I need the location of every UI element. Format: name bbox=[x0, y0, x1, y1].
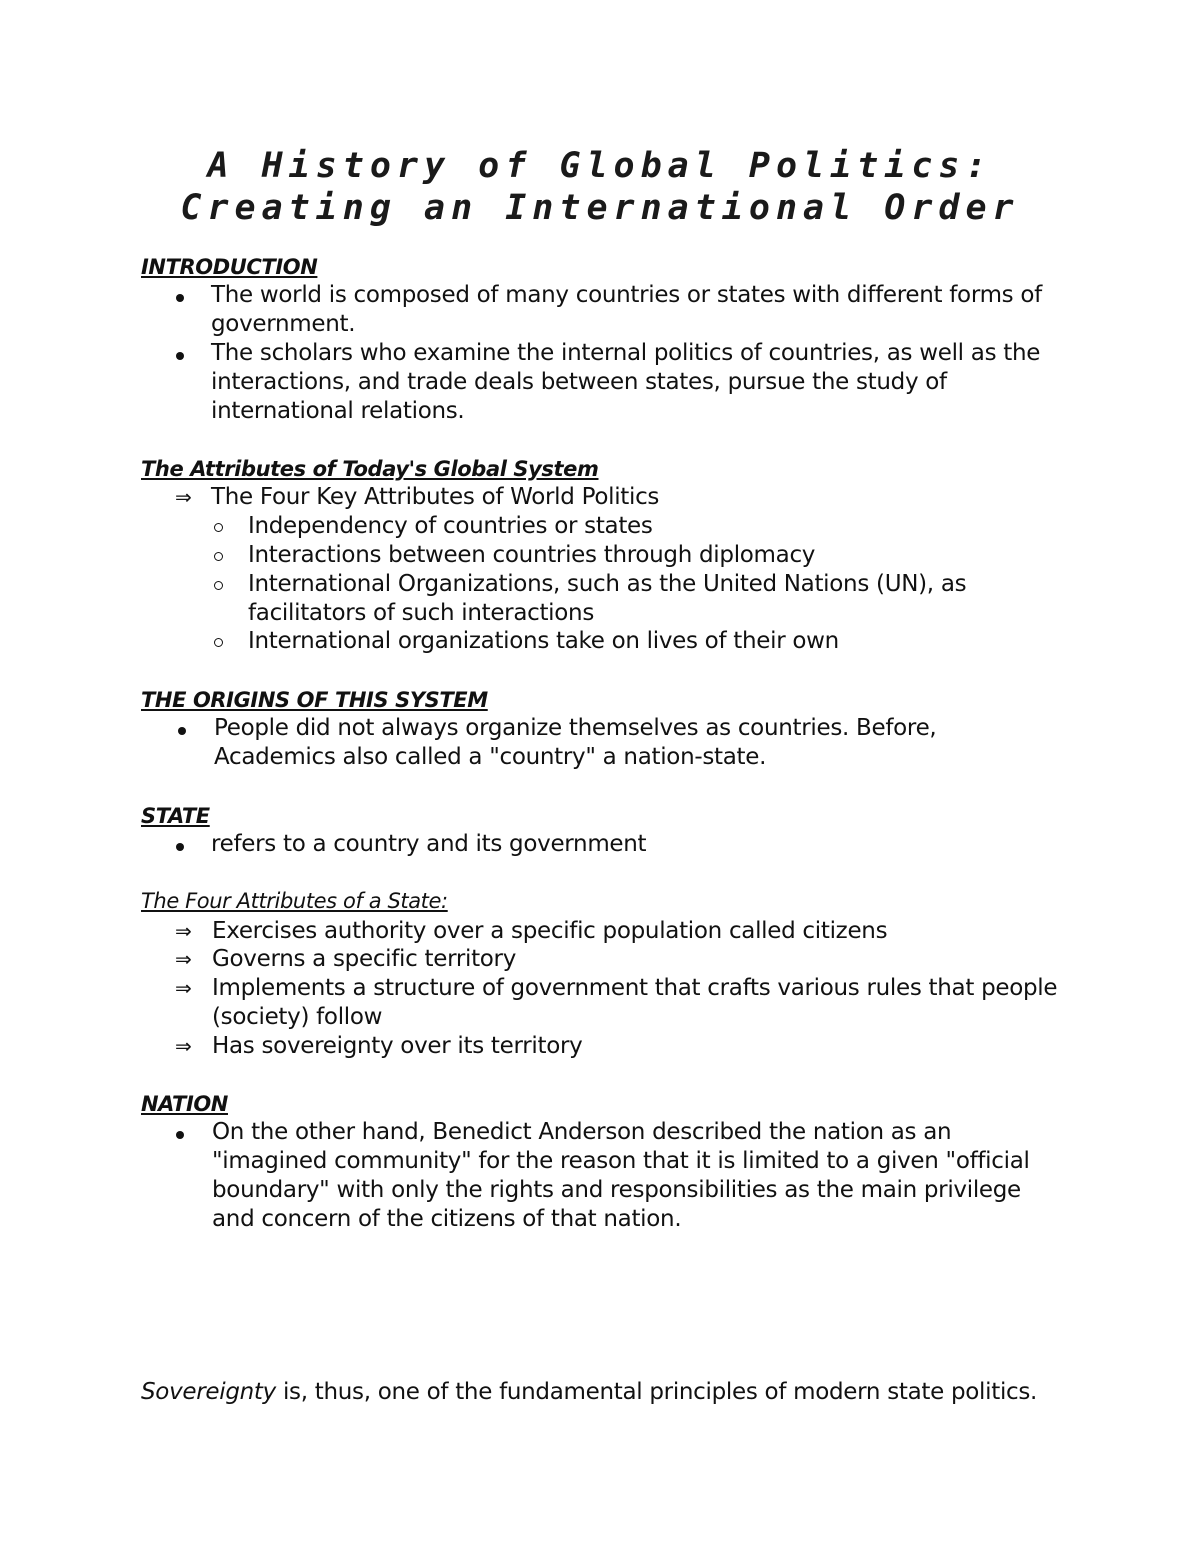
double-arrow-icon: ⇒ bbox=[175, 919, 192, 943]
circle-bullet-icon bbox=[214, 581, 223, 590]
closing-sentence bbox=[141, 1378, 1037, 1407]
bullet-icon bbox=[176, 843, 184, 851]
nation-heading: NATION bbox=[141, 1092, 228, 1116]
bullet-icon bbox=[178, 727, 186, 735]
origins-bullet-1-line-1: People did not always organize themselves as countries. Before, bbox=[214, 715, 937, 741]
intro-bullet-1-line-1: The world is composed of many countries or states with different forms of bbox=[211, 282, 1042, 308]
nation-bullet-1-line-3: boundary" with only the rights and responsibilities as the main privilege bbox=[212, 1177, 1021, 1203]
document-title-line-2: Creating an International Order bbox=[180, 188, 1020, 228]
circle-bullet-icon bbox=[214, 638, 223, 647]
attributes-arrow-item: The Four Key Attributes of World Politics bbox=[211, 484, 660, 510]
attributes-subitem-3-line-2: facilitators of such interactions bbox=[248, 600, 595, 626]
origins-bullet-1-line-2: Academics also called a "country" a nation-state. bbox=[214, 744, 767, 770]
bullet-icon bbox=[176, 1131, 184, 1139]
nation-bullet-1-line-4: and concern of the citizens of that nation. bbox=[212, 1206, 682, 1232]
intro-bullet-2-line-1: The scholars who examine the internal politics of countries, as well as the bbox=[211, 340, 1041, 366]
attributes-subitem-3-line-1: International Organizations, such as the United Nations (UN), as bbox=[248, 571, 967, 597]
attributes-subitem-4: International organizations take on lives of their own bbox=[248, 628, 839, 654]
closing-sentence-rest: is, thus, one of the fundamental principles of modern state politics. bbox=[275, 1379, 1038, 1405]
attributes-subitem-1: Independency of countries or states bbox=[248, 513, 653, 539]
double-arrow-icon: ⇒ bbox=[175, 485, 192, 509]
intro-bullet-2-line-2: interactions, and trade deals between states, pursue the study of bbox=[211, 369, 947, 395]
state-bullet-1: refers to a country and its government bbox=[211, 831, 647, 857]
state-item-4: Has sovereignty over its territory bbox=[212, 1033, 583, 1059]
intro-bullet-1-line-2: government. bbox=[211, 311, 356, 337]
nation-bullet-1-line-1: On the other hand, Benedict Anderson described the nation as an bbox=[212, 1119, 952, 1145]
document-title-line-1: A History of Global Politics: bbox=[207, 146, 993, 186]
state-item-3-line-2: (society) follow bbox=[212, 1004, 383, 1030]
state-attributes-subheading: The Four Attributes of a State: bbox=[141, 889, 448, 913]
state-item-2: Governs a specific territory bbox=[212, 946, 517, 972]
sovereignty-term: Sovereignty bbox=[141, 1379, 276, 1405]
attributes-heading: The Attributes of Today's Global System bbox=[141, 457, 599, 481]
double-arrow-icon: ⇒ bbox=[175, 947, 192, 971]
state-item-3-line-1: Implements a structure of government that crafts various rules that people bbox=[212, 975, 1058, 1001]
double-arrow-icon: ⇒ bbox=[175, 1034, 192, 1058]
introduction-heading: INTRODUCTION bbox=[141, 255, 318, 279]
double-arrow-icon: ⇒ bbox=[175, 976, 192, 1000]
attributes-subitem-2: Interactions between countries through diplomacy bbox=[248, 542, 816, 568]
origins-heading: THE ORIGINS OF THIS SYSTEM bbox=[141, 688, 488, 712]
bullet-icon bbox=[176, 352, 184, 360]
circle-bullet-icon bbox=[214, 552, 223, 561]
nation-bullet-1-line-2: "imagined community" for the reason that it is limited to a given "official bbox=[212, 1148, 1030, 1174]
intro-bullet-2-line-3: international relations. bbox=[211, 398, 465, 424]
state-heading: STATE bbox=[141, 804, 210, 828]
state-item-1: Exercises authority over a specific population called citizens bbox=[212, 918, 888, 944]
circle-bullet-icon bbox=[214, 523, 223, 532]
bullet-icon bbox=[176, 294, 184, 302]
